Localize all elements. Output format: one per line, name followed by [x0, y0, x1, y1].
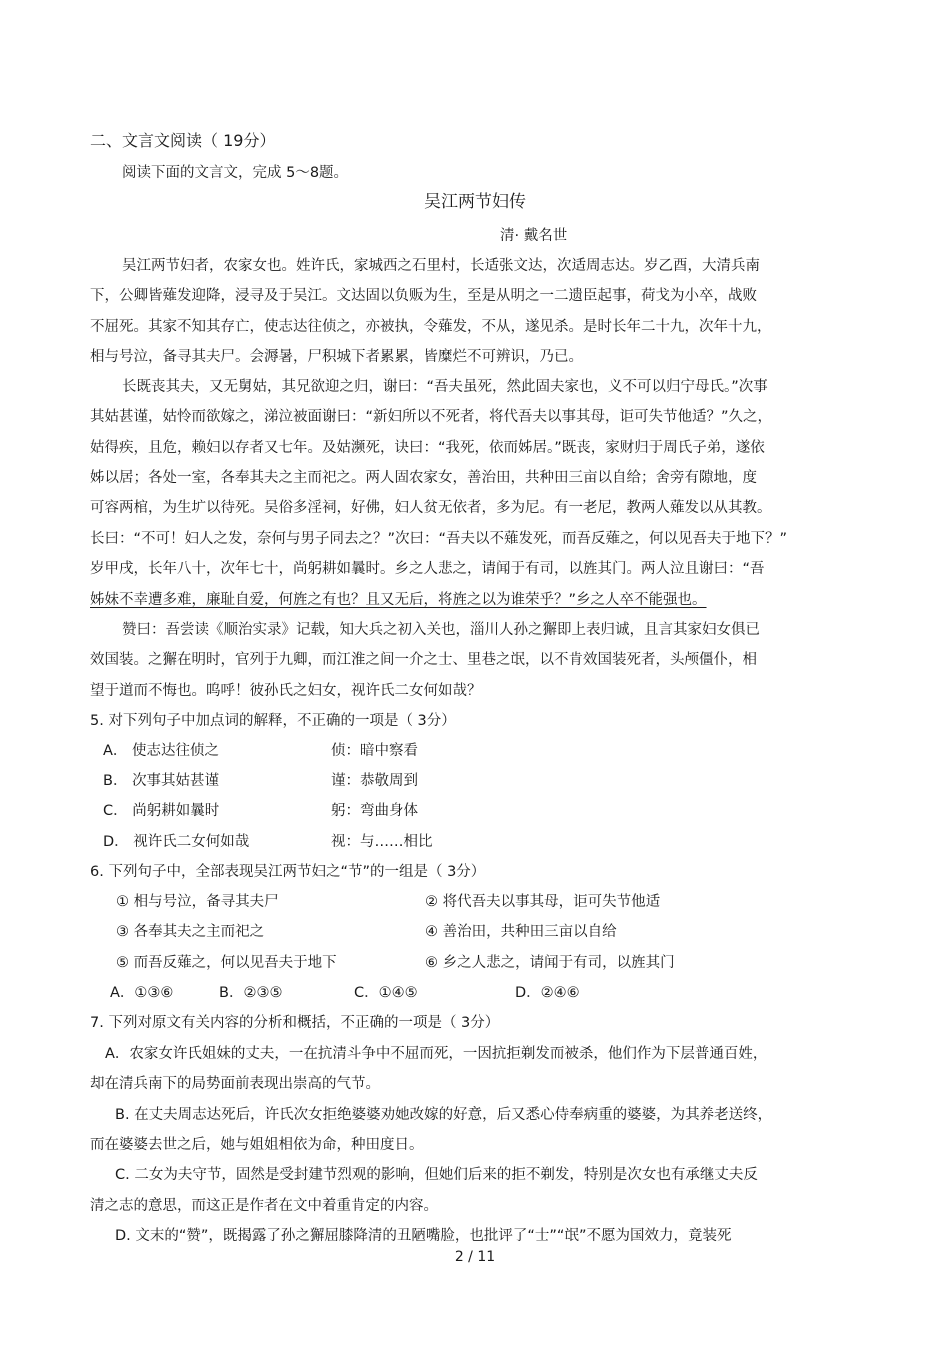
q5-gloss: 谨：恭敬周到 — [331, 773, 418, 789]
passage-line: 可容两棺，为生圹以待死。吴俗多淫祠，好佛，妇人贫无依者，多为尼。有一老尼，教两人薙发以从其教。 — [90, 500, 772, 516]
option-label: A． — [103, 743, 128, 759]
option-sentence: 视许氏二女何如哉 — [133, 834, 250, 850]
passage-author: 清· 戴名世 — [500, 228, 568, 244]
q6-item: ② 将代吾夫以事其母，讵可失节他适 — [425, 894, 661, 910]
q7-line: D. 文末的“赞”，既揭露了孙之獬屈膝降清的丑陋嘴脸，也批评了“士”“氓”不愿为国效力，竟装死 — [115, 1228, 732, 1244]
q6-choice: D．②④⑥ — [515, 985, 580, 1001]
option-label: B． — [103, 773, 128, 789]
q6-item: ⑥ 乡之人悲之，请闻于有司，以旌其门 — [425, 955, 675, 971]
passage-line: 相与号泣，备寻其夫尸。会溽暑，尸积城下者累累，皆糜烂不可辨识，乃已。 — [90, 349, 583, 365]
q7-line: C. 二女为夫守节，固然是受封建节烈观的影响，但她们后来的拒不剃发，特别是次女也有承继丈夫反 — [115, 1167, 758, 1183]
passage-line: 效国装。之獬在明时，官列于九卿，而江淮之间一介之士、里巷之氓，以不肯效国装死者，头颅僵仆，相 — [90, 652, 757, 668]
passage-line: 吴江两节妇者，农家女也。姓许氏，家城西之石里村，长适张文达，次适周志达。岁乙酉，大清兵南 — [122, 258, 760, 274]
question-6-stem: 6. 下列句子中，全部表现吴江两节妇之“节”的一组是（ 3分） — [90, 864, 486, 880]
section-heading: 二、文言文阅读（ 19分） — [90, 131, 276, 150]
passage-line: 姊以居；各处一室，各奉其夫之主而祀之。两人固农家女，善治田，共种田三亩以自给；舍旁有隙地，度 — [90, 470, 757, 486]
q7-line: 清之志的意思，而这正是作者在文中着重肯定的内容。 — [90, 1198, 438, 1214]
passage-line: 望于道而不悔也。呜呼！彼孙氏之妇女，视许氏二女何如哉？ — [90, 683, 482, 699]
passage-line: 长既丧其夫，又无舅姑，其兄欲迎之归，谢曰：“吾夫虽死，然此固夫家也，义不可以归宁母氏。”次事 — [122, 379, 768, 395]
q6-item: ① 相与号泣，备寻其夫尸 — [116, 894, 279, 910]
passage-title: 吴江两节妇传 — [424, 192, 526, 212]
passage-line: 姑得疾，且危，赖妇以存者又七年。及姑濒死，诀曰：“我死，依而姊居。”既丧，家财归于周氏子弟，遂依 — [90, 440, 765, 456]
passage-line: 岁甲戌，长年八十，次年七十，尚躬耕如曩时。乡之人悲之，请闻于有司，以旌其门。两人泣且谢曰：“吾 — [90, 561, 765, 577]
q6-choice: A．①③⑥ — [110, 985, 174, 1001]
q6-item: ④ 善治田，共种田三亩以自给 — [425, 924, 617, 940]
option-sentence: 使志达往侦之 — [132, 743, 220, 759]
option-label: D． — [103, 834, 129, 850]
instruction: 阅读下面的文言文，完成 5～8题。 — [122, 165, 349, 181]
option-sentence: 次事其姑甚谨 — [132, 773, 220, 789]
q5-gloss: 视：与……相比 — [331, 834, 433, 850]
passage-line: 其姑甚谨，姑怜而欲嫁之，涕泣被面谢曰：“新妇所以不死者，将代吾夫以事其母，讵可失节他适？”久之， — [90, 409, 773, 425]
passage-line: 姊妹不幸遭多难，廉耻自爱，何旌之有也？且又无后，将旌之以为谁荣乎？”乡之人卒不能强也。 — [90, 592, 707, 608]
q7-line: 却在清兵南下的局势面前表现出崇高的气节。 — [90, 1076, 380, 1092]
passage-line: 不屈死。其家不知其存亡，使志达往侦之，亦被执，令薙发，不从，遂见杀。是时长年二十九，次年十九， — [90, 319, 772, 335]
q5-option — [103, 741, 219, 761]
q6-item: ③ 各奉其夫之主而祀之 — [116, 924, 265, 940]
q7-line: B. 在丈夫周志达死后，许氏次女拒绝婆婆劝她改嫁的好意，后又悉心侍奉病重的婆婆，为其养老送终， — [115, 1107, 773, 1123]
q6-choice: B．②③⑤ — [219, 985, 283, 1001]
q5-option — [103, 771, 219, 791]
page-number: 2 / 11 — [454, 1249, 496, 1265]
question-7-stem: 7. 下列对原文有关内容的分析和概括，不正确的一项是（ 3分） — [90, 1015, 500, 1031]
q7-line: 而在婆婆去世之后，她与姐姐相依为命，种田度日。 — [90, 1137, 424, 1153]
passage-line: 赞曰：吾尝读《顺治实录》记载，知大兵之初入关也，淄川人孙之獬即上表归诚，且言其家妇女俱已 — [122, 622, 760, 638]
q5-option — [103, 832, 249, 852]
option-label: C． — [103, 803, 128, 819]
passage-line: 长曰：“不可！妇人之发，奈何与男子同去之？”次曰：“吾夫以不薙发死，而吾反薙之，何以见吾夫于地下？” — [90, 531, 788, 547]
passage-line: 下，公卿皆薙发迎降，浸寻及于吴江。文达固以负贩为生，至是从明之一二遗臣起事，荷戈为小卒，战败 — [90, 288, 757, 304]
q5-gloss: 侦：暗中察看 — [331, 743, 418, 759]
q6-item: ⑤ 而吾反薙之，何以见吾夫于地下 — [116, 955, 337, 971]
q7-line: A．农家女许氏姐妹的丈夫，一在抗清斗争中不屈而死，一因抗拒剃发而被杀，他们作为下层普通百姓， — [105, 1046, 768, 1062]
q6-choice: C．①④⑤ — [354, 985, 418, 1001]
option-sentence: 尚躬耕如曩时 — [132, 803, 220, 819]
q5-gloss: 躬：弯曲身体 — [331, 803, 418, 819]
question-5-stem: 5. 对下列句子中加点词的解释，不正确的一项是（ 3分） — [90, 713, 456, 729]
q5-option — [103, 801, 219, 821]
